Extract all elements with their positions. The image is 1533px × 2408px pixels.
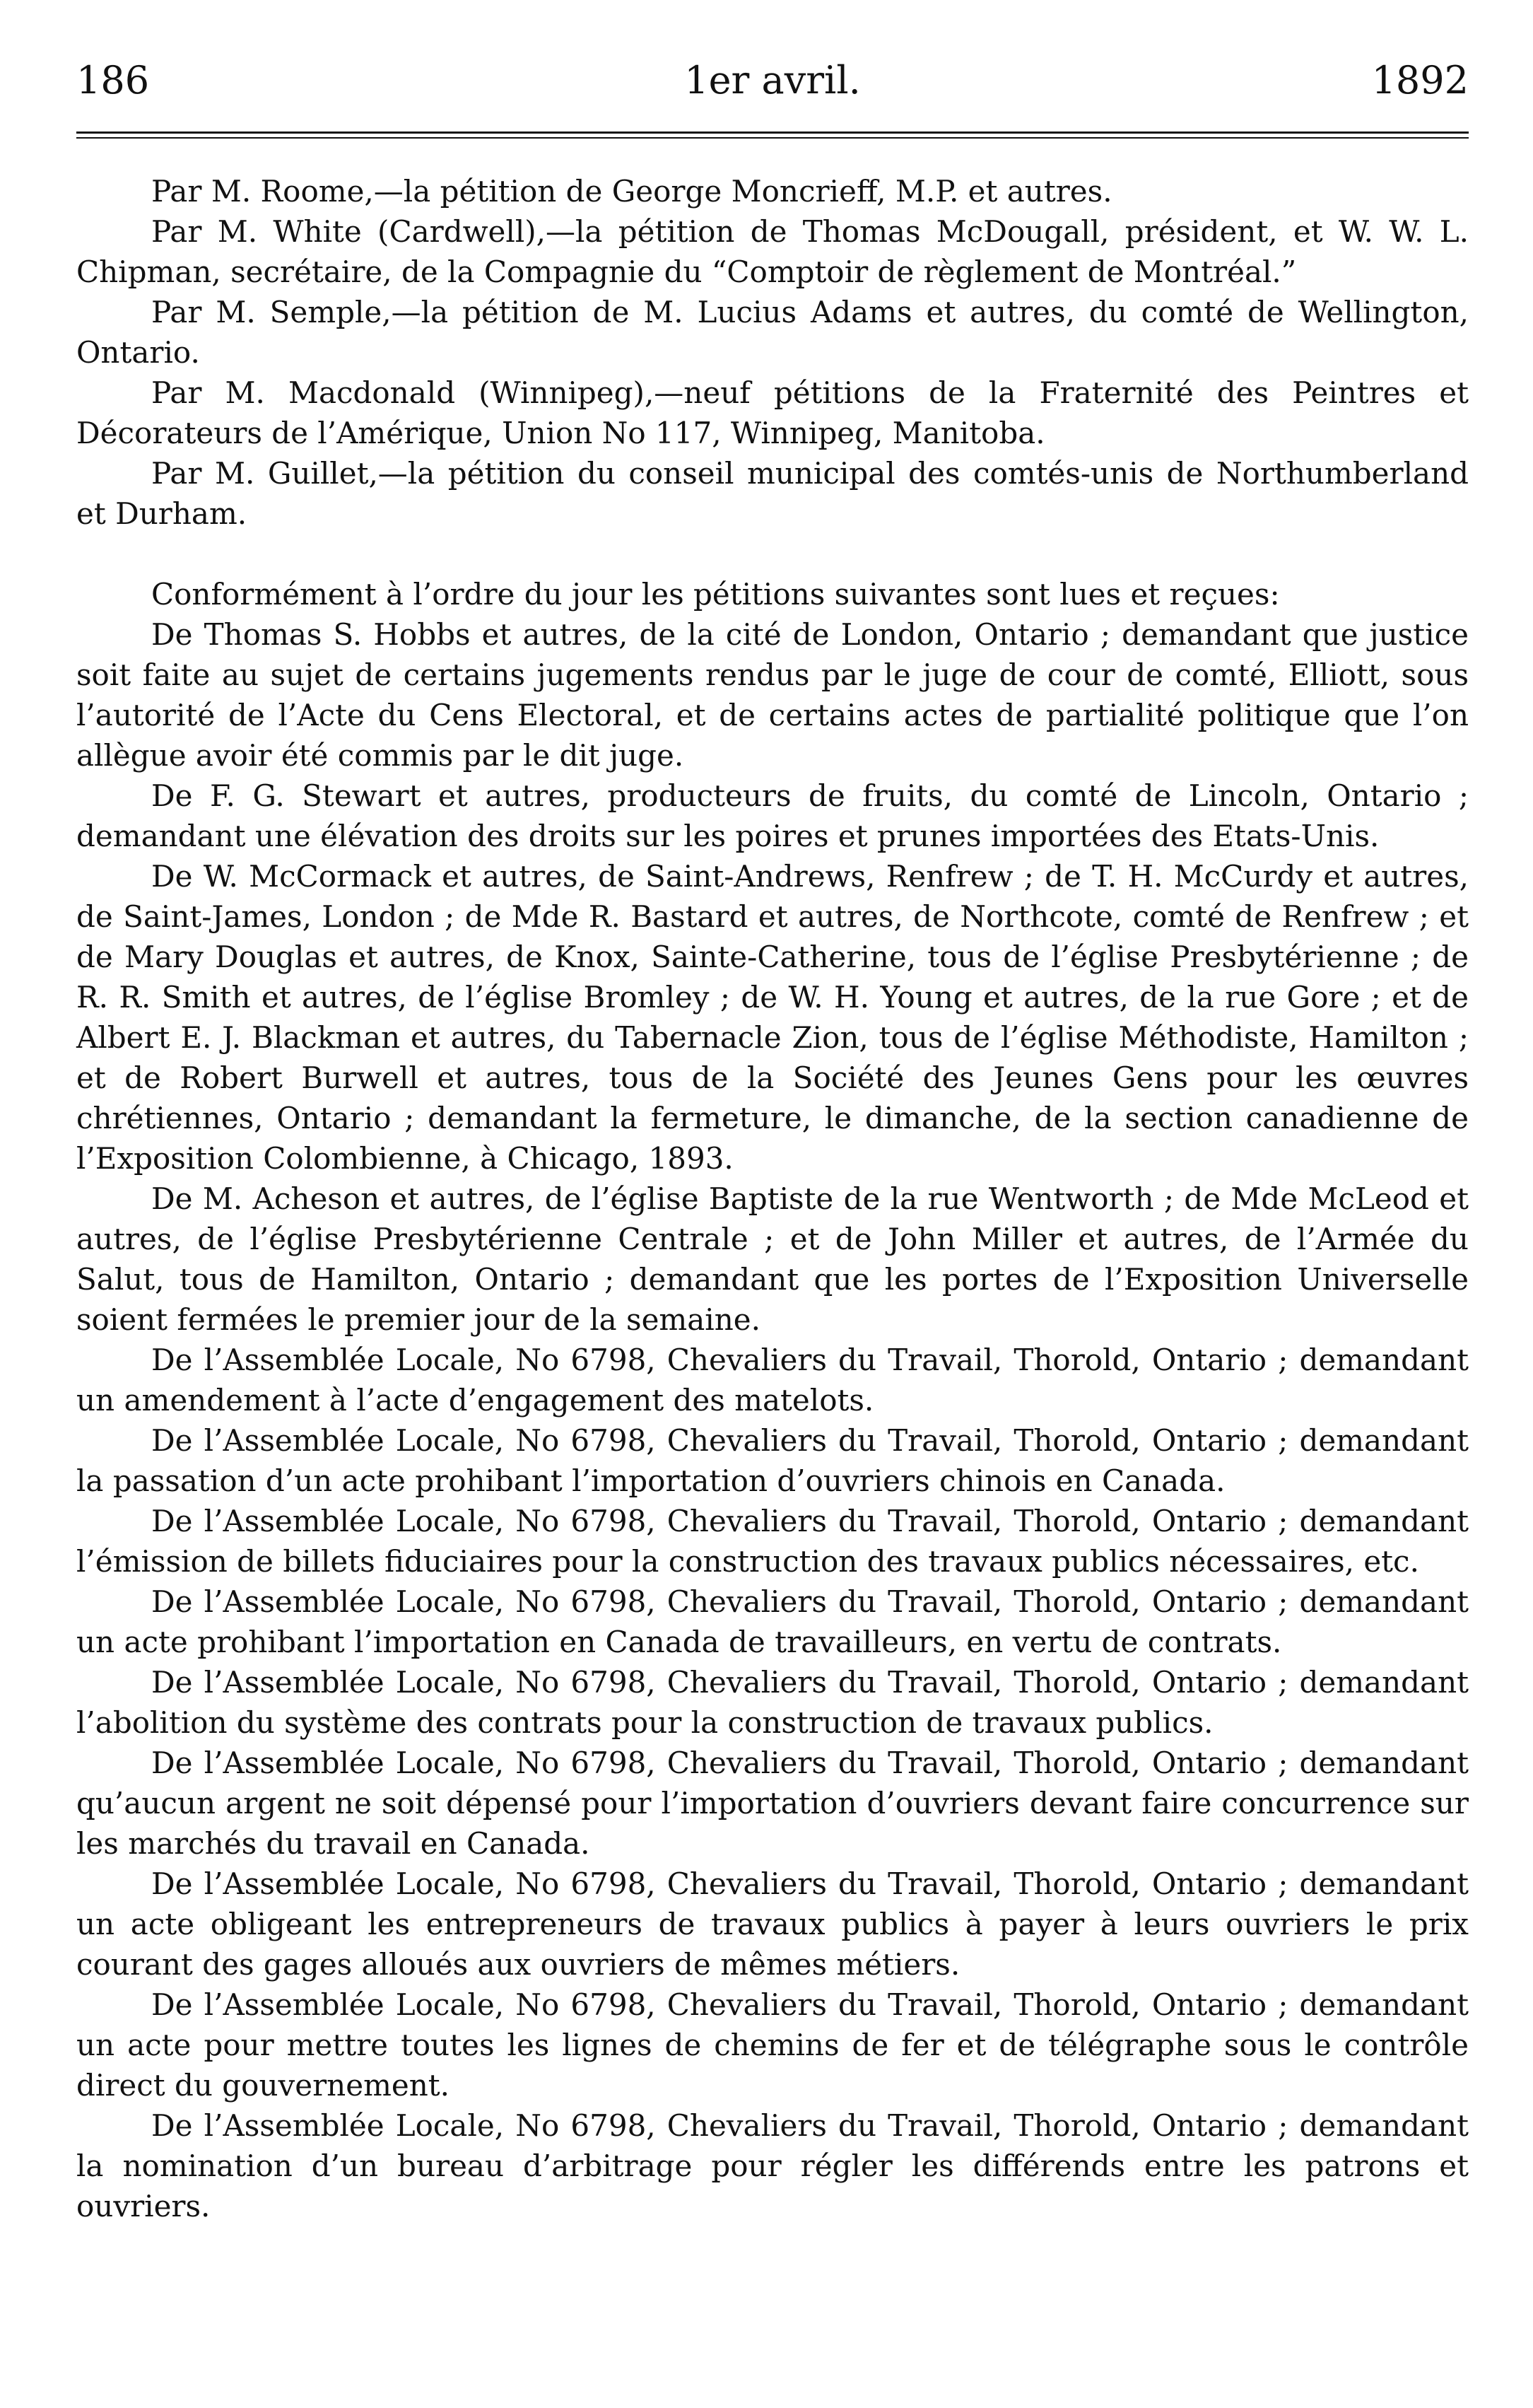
presentation-paragraph: Par M. Guillet,—la pétition du conseil municipal des comtés-unis de Northumberland et Durham. [76, 456, 1469, 531]
petition-paragraph: De Thomas S. Hobbs et autres, de la cité de London, Ontario ; demandant que justice soit faite au sujet de certains jugements rendus par le juge de cour de comté, Elliott, sous l’autorité de l’Acte du Cens Electoral, et de certains actes de partialité politique que l’on allègue avoir été commis par le dit juge. [76, 617, 1469, 773]
presentation-paragraph: Par M. White (Cardwell),—la pétition de Thomas McDougall, président, et W. W. L. Chipman, secrétaire, de la Compagnie du “Comptoir de règlement de Montréal.” [76, 214, 1469, 289]
petition-paragraph: De F. G. Stewart et autres, producteurs de fruits, du comté de Lincoln, Ontario ; demandant une élévation des droits sur les poires et prunes importées des Etats-Unis. [76, 778, 1469, 853]
page-year: 1892 [1371, 58, 1469, 103]
petition-paragraph: De l’Assemblée Locale, No 6798, Chevaliers du Travail, Thorold, Ontario ; demandant un acte obligeant les entrepreneurs de travaux publics à payer à leurs ouvriers le prix courant des gages alloués aux ouvriers de mêmes métiers. [76, 1866, 1469, 1982]
petition-paragraph: De l’Assemblée Locale, No 6798, Chevaliers du Travail, Thorold, Ontario ; demandant l’abolition du système des contrats pour la construction de travaux publics. [76, 1665, 1469, 1740]
page-number: 186 [76, 58, 150, 103]
petition-paragraph: De l’Assemblée Locale, No 6798, Chevaliers du Travail, Thorold, Ontario ; demandant un acte pour mettre toutes les lignes de chemins de fer et de télégraphe sous le contrôle direct du gouvernement. [76, 1987, 1469, 2103]
petition-paragraph: De M. Acheson et autres, de l’église Baptiste de la rue Wentworth ; de Mde McLeod et autres, de l’église Presbytérienne Centrale ; et de John Miller et autres, de l’Armée du Salut, tous de Hamilton, Ontario ; demandant que les portes de l’Exposition Universelle soient fermées le premier jour de la semaine. [76, 1181, 1469, 1337]
page-header [76, 45, 1469, 116]
presentation-paragraph: Par M. Roome,—la pétition de George Moncrieff, M.P. et autres. [151, 174, 1112, 209]
journal-page [76, 45, 1469, 2226]
petition-paragraph: De l’Assemblée Locale, No 6798, Chevaliers du Travail, Thorold, Ontario ; demandant la passation d’un acte prohibant l’importation d’ouvriers chinois en Canada. [76, 1423, 1469, 1498]
page-content [76, 171, 1469, 2226]
header-rule [76, 131, 1469, 139]
petition-paragraph: De W. McCormack et autres, de Saint-Andrews, Renfrew ; de T. H. McCurdy et autres, de Saint-James, London ; de Mde R. Bastard et autres, de Northcote, comté de Renfrew ; et de Mary Douglas et autres, de Knox, Sainte-Catherine, tous de l’église Presbytérienne ; de R. R. Smith et autres, de l’église Bromley ; de W. H. Young et autres, de la rue Gore ; et de Albert E. J. Blackman et autres, du Tabernacle Zion, tous de l’église Méthodiste, Hamilton ; et de Robert Burwell et autres, tous de la Société des Jeunes Gens pour les œuvres chrétiennes, Ontario ; demandant la fermeture, le dimanche, de la section canadienne de l’Exposition Colombienne, à Chicago, 1893. [76, 859, 1469, 1176]
presentation-paragraph: Par M. Semple,—la pétition de M. Lucius Adams et autres, du comté de Wellington, Ontario. [76, 295, 1469, 370]
page-date: 1er avril. [684, 58, 861, 103]
petition-paragraph: De l’Assemblée Locale, No 6798, Chevaliers du Travail, Thorold, Ontario ; demandant l’émission de billets fiduciaires pour la construction des travaux publics nécessaires, etc. [76, 1504, 1469, 1579]
petition-paragraph: De l’Assemblée Locale, No 6798, Chevaliers du Travail, Thorold, Ontario ; demandant un amendement à l’acte d’engagement des matelots. [76, 1343, 1469, 1418]
presentation-paragraph: Par M. Macdonald (Winnipeg),—neuf pétitions de la Fraternité des Peintres et Décorateurs de l’Amérique, Union No 117, Winnipeg, Manitoba. [76, 375, 1469, 450]
read-petitions-intro: Conformément à l’ordre du jour les pétitions suivantes sont lues et reçues: [151, 577, 1280, 612]
petition-paragraph: De l’Assemblée Locale, No 6798, Chevaliers du Travail, Thorold, Ontario ; demandant qu’aucun argent ne soit dépensé pour l’importation d’ouvriers devant faire concurrence sur les marchés du travail en Canada. [76, 1746, 1469, 1861]
petition-paragraph: De l’Assemblée Locale, No 6798, Chevaliers du Travail, Thorold, Ontario ; demandant un acte prohibant l’importation en Canada de travailleurs, en vertu de contrats. [76, 1584, 1469, 1659]
petition-paragraph: De l’Assemblée Locale, No 6798, Chevaliers du Travail, Thorold, Ontario ; demandant la nomination d’un bureau d’arbitrage pour régler les différends entre les patrons et ouvriers. [76, 2108, 1469, 2223]
